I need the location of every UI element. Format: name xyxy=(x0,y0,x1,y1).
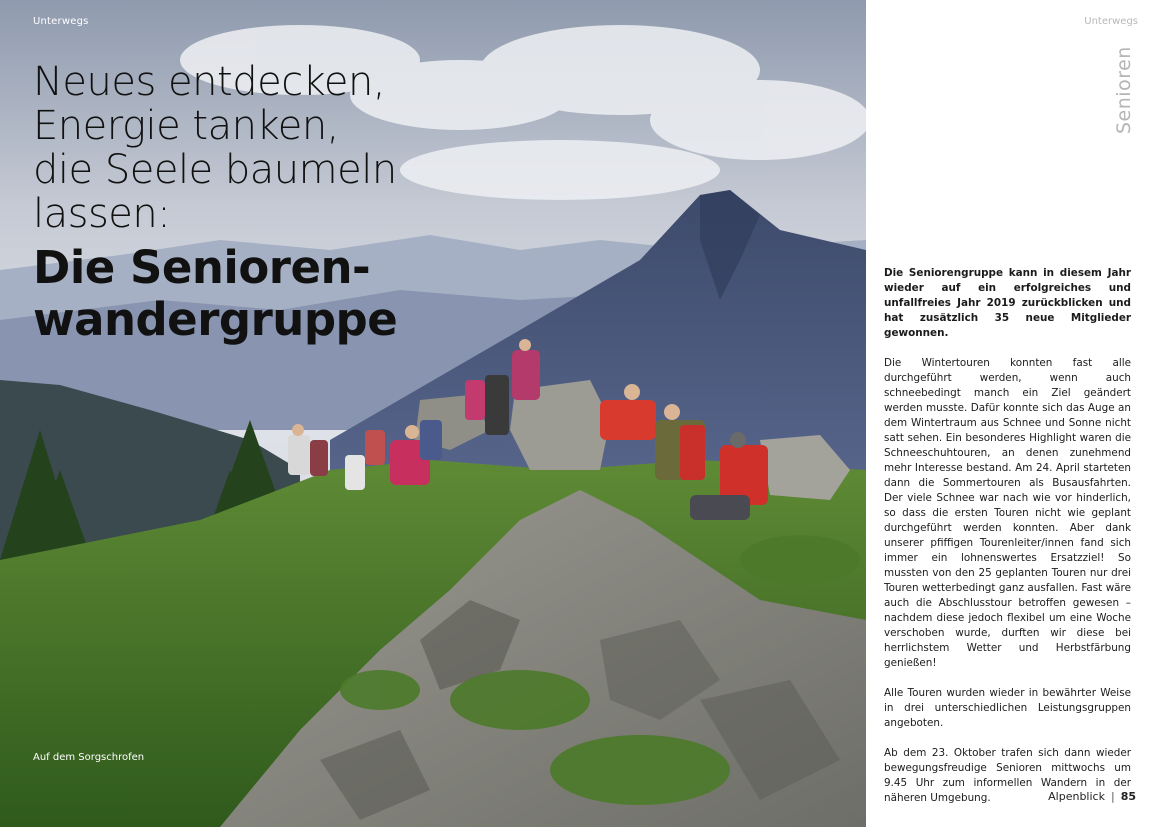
section-label: Unterwegs xyxy=(33,16,89,27)
headline xyxy=(33,60,397,346)
headline-bold-line-2: wandergruppe xyxy=(33,293,398,346)
page-number: 85 xyxy=(1120,790,1136,803)
headline-line-3: die Seele baumeln xyxy=(33,147,397,193)
section-label-right: Unterwegs xyxy=(1084,16,1138,27)
footer-separator: | xyxy=(1110,790,1115,803)
headline-bold-line-1: Die Senioren- xyxy=(33,241,371,294)
article-paragraph: Die Wintertouren konnten fast alle durchgeführt werden, wenn auch schneebedingt manch ein Ziel geändert werden musste. Dafür konnte sich das Auge an dem Wintertraum aus Schnee und Sonne nicht satt sehen. Ein besonderes Highlight waren die Schneeschuhtouren, an denen zunehmend mehr Interesse bestand. Am 24. April starteten dann die Sommertouren als Busausfahrten. Der viele Schnee war nach wie vor hinderlich, so dass die ersten Touren nicht wie geplant durchgeführt werden konnten. Aber dank unserer pfiffigen Tourenleiter/innen fand sich immer ein lohnenswertes Ersatzziel! So mussten von den 25 geplanten Touren nur drei Touren wetterbedingt ganz ausfallen. Fast wäre auch die Abschlusstour betroffen gewesen – nachdem diese jedoch flexibel um eine Woche verschoben wurde, durften wir diese bei herrlichstem Wetter und Herbstfärbung genießen! xyxy=(884,357,1131,669)
category-label-text: Senioren xyxy=(1113,46,1135,134)
article-body xyxy=(884,266,1131,821)
article-paragraph: Ab dem 23. Oktober trafen sich dann wieder bewegungsfreudige Senioren mittwochs um 9.45 Uhr zum informellen Wandern in der näheren Umgebung. xyxy=(884,747,1131,804)
article-lead: Die Seniorengruppe kann in diesem Jahr wieder auf ein erfolgreiches und unfallfreies Jahr 2019 zurückblicken und hat zusätzlich 35 neue Mitglieder gewonnen. xyxy=(884,267,1131,339)
text-page xyxy=(866,0,1166,827)
category-vertical-label xyxy=(1113,34,1137,134)
photo-caption: Auf dem Sorgschrofen xyxy=(33,752,145,763)
page-footer xyxy=(1048,790,1136,803)
headline-line-2: Energie tanken, xyxy=(33,103,339,149)
article-paragraph: Alle Touren wurden wieder in bewährter Weise in drei unterschiedlichen Leistungsgruppen angeboten. xyxy=(884,687,1131,729)
headline-line-1: Neues entdecken, xyxy=(33,59,386,105)
headline-line-4: lassen: xyxy=(33,191,171,237)
magazine-name: Alpenblick xyxy=(1048,790,1105,803)
